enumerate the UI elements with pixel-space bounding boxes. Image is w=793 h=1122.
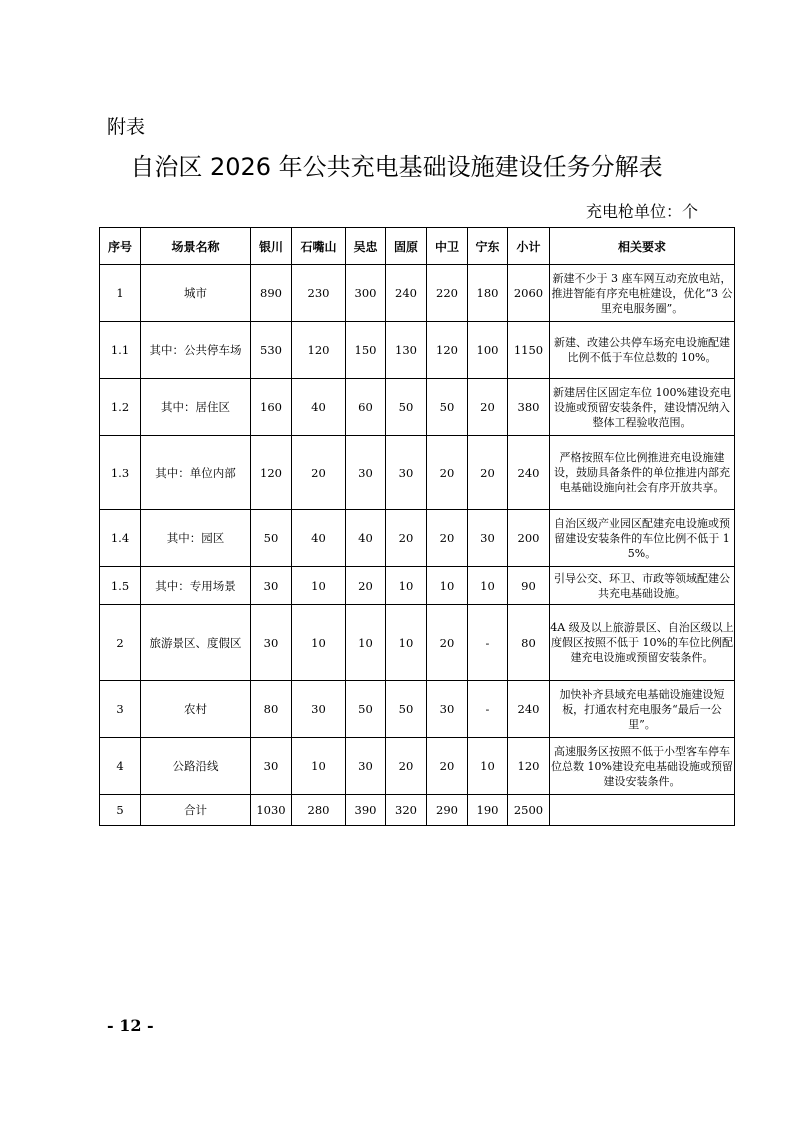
row-shizuishan: 120 bbox=[292, 322, 346, 379]
row-no: 1.1 bbox=[100, 322, 141, 379]
document-title: 自治区 2026 年公共充电基础设施建设任务分解表 bbox=[130, 153, 663, 181]
task-breakdown-table bbox=[99, 227, 735, 826]
row-yinchuan: 30 bbox=[251, 738, 292, 795]
header-shizuishan: 石嘴山 bbox=[292, 228, 346, 265]
table-row bbox=[100, 510, 735, 567]
row-requirement: 新建不少于 3 座车网互动充放电站，推进智能有序充电桩建设，优化“3 公里充电服务圈”。 bbox=[550, 265, 735, 322]
row-guyuan: 50 bbox=[386, 379, 427, 436]
row-subtotal: 2060 bbox=[508, 265, 550, 322]
row-yinchuan: 120 bbox=[251, 436, 292, 510]
row-subtotal: 240 bbox=[508, 436, 550, 510]
row-requirement: 新建居住区固定车位 100%建设充电设施或预留安装条件，建设情况纳入整体工程验收范围。 bbox=[550, 379, 735, 436]
row-wuzhong: 150 bbox=[346, 322, 386, 379]
row-shizuishan: 40 bbox=[292, 379, 346, 436]
row-scene: 公路沿线 bbox=[141, 738, 251, 795]
table-row bbox=[100, 265, 735, 322]
row-guyuan: 130 bbox=[386, 322, 427, 379]
row-shizuishan: 10 bbox=[292, 567, 346, 605]
row-zhongwei: 10 bbox=[427, 567, 468, 605]
row-zhongwei: 290 bbox=[427, 795, 468, 826]
table-row bbox=[100, 379, 735, 436]
row-shizuishan: 10 bbox=[292, 605, 346, 681]
row-wuzhong: 10 bbox=[346, 605, 386, 681]
header-ningdong: 宁东 bbox=[468, 228, 508, 265]
row-no: 1.4 bbox=[100, 510, 141, 567]
row-subtotal: 200 bbox=[508, 510, 550, 567]
table-row bbox=[100, 605, 735, 681]
table-row bbox=[100, 681, 735, 738]
row-zhongwei: 50 bbox=[427, 379, 468, 436]
row-shizuishan: 10 bbox=[292, 738, 346, 795]
unit-note: 充电枪单位：个 bbox=[585, 202, 698, 221]
row-requirement: 自治区级产业园区配建充电设施或预留建设安装条件的车位比例不低于 15%。 bbox=[550, 510, 735, 567]
header-no: 序号 bbox=[100, 228, 141, 265]
row-scene: 其中：专用场景 bbox=[141, 567, 251, 605]
row-wuzhong: 50 bbox=[346, 681, 386, 738]
row-yinchuan: 160 bbox=[251, 379, 292, 436]
row-guyuan: 240 bbox=[386, 265, 427, 322]
row-no: 1 bbox=[100, 265, 141, 322]
row-scene: 其中：公共停车场 bbox=[141, 322, 251, 379]
row-ningdong: 20 bbox=[468, 379, 508, 436]
table-header-row bbox=[100, 228, 735, 265]
row-no: 5 bbox=[100, 795, 141, 826]
row-guyuan: 20 bbox=[386, 510, 427, 567]
table-row bbox=[100, 795, 735, 826]
row-wuzhong: 390 bbox=[346, 795, 386, 826]
row-yinchuan: 50 bbox=[251, 510, 292, 567]
row-zhongwei: 20 bbox=[427, 605, 468, 681]
row-no: 1.3 bbox=[100, 436, 141, 510]
row-scene: 农村 bbox=[141, 681, 251, 738]
page-number: - 12 - bbox=[107, 1016, 154, 1035]
row-wuzhong: 30 bbox=[346, 738, 386, 795]
row-zhongwei: 20 bbox=[427, 738, 468, 795]
header-zhongwei: 中卫 bbox=[427, 228, 468, 265]
row-zhongwei: 30 bbox=[427, 681, 468, 738]
row-wuzhong: 60 bbox=[346, 379, 386, 436]
row-subtotal: 90 bbox=[508, 567, 550, 605]
table-row bbox=[100, 436, 735, 510]
row-yinchuan: 30 bbox=[251, 605, 292, 681]
row-zhongwei: 220 bbox=[427, 265, 468, 322]
row-subtotal: 1150 bbox=[508, 322, 550, 379]
header-requirement: 相关要求 bbox=[550, 228, 735, 265]
row-guyuan: 30 bbox=[386, 436, 427, 510]
appendix-label: 附表 bbox=[107, 116, 146, 138]
row-ningdong: 10 bbox=[468, 567, 508, 605]
row-ningdong: 10 bbox=[468, 738, 508, 795]
row-no: 3 bbox=[100, 681, 141, 738]
header-scene: 场景名称 bbox=[141, 228, 251, 265]
row-scene: 其中：居住区 bbox=[141, 379, 251, 436]
row-shizuishan: 280 bbox=[292, 795, 346, 826]
row-zhongwei: 20 bbox=[427, 436, 468, 510]
row-ningdong: - bbox=[468, 605, 508, 681]
row-guyuan: 10 bbox=[386, 605, 427, 681]
row-yinchuan: 1030 bbox=[251, 795, 292, 826]
row-ningdong: 190 bbox=[468, 795, 508, 826]
table-row bbox=[100, 738, 735, 795]
row-wuzhong: 40 bbox=[346, 510, 386, 567]
row-requirement: 4A 级及以上旅游景区、自治区级以上度假区按照不低于 10%的车位比例配建充电设施或预留安装条件。 bbox=[550, 605, 735, 681]
row-subtotal: 380 bbox=[508, 379, 550, 436]
row-subtotal: 120 bbox=[508, 738, 550, 795]
row-no: 1.2 bbox=[100, 379, 141, 436]
row-shizuishan: 230 bbox=[292, 265, 346, 322]
row-scene: 其中：园区 bbox=[141, 510, 251, 567]
row-scene: 合计 bbox=[141, 795, 251, 826]
row-guyuan: 50 bbox=[386, 681, 427, 738]
row-subtotal: 2500 bbox=[508, 795, 550, 826]
row-shizuishan: 20 bbox=[292, 436, 346, 510]
row-wuzhong: 300 bbox=[346, 265, 386, 322]
row-subtotal: 80 bbox=[508, 605, 550, 681]
row-ningdong: 100 bbox=[468, 322, 508, 379]
row-guyuan: 10 bbox=[386, 567, 427, 605]
row-shizuishan: 40 bbox=[292, 510, 346, 567]
row-yinchuan: 30 bbox=[251, 567, 292, 605]
row-yinchuan: 530 bbox=[251, 322, 292, 379]
row-requirement: 加快补齐县域充电基础设施建设短板，打通农村充电服务“最后一公里”。 bbox=[550, 681, 735, 738]
row-requirement bbox=[550, 795, 735, 826]
row-no: 4 bbox=[100, 738, 141, 795]
row-ningdong: 20 bbox=[468, 436, 508, 510]
row-scene: 旅游景区、度假区 bbox=[141, 605, 251, 681]
row-requirement: 新建、改建公共停车场充电设施配建比例不低于车位总数的 10%。 bbox=[550, 322, 735, 379]
row-requirement: 高速服务区按照不低于小型客车停车位总数 10%建设充电基础设施或预留建设安装条件。 bbox=[550, 738, 735, 795]
row-requirement: 引导公交、环卫、市政等领域配建公共充电基础设施。 bbox=[550, 567, 735, 605]
header-subtotal: 小计 bbox=[508, 228, 550, 265]
header-guyuan: 固原 bbox=[386, 228, 427, 265]
row-ningdong: 180 bbox=[468, 265, 508, 322]
row-scene: 城市 bbox=[141, 265, 251, 322]
row-zhongwei: 120 bbox=[427, 322, 468, 379]
row-yinchuan: 890 bbox=[251, 265, 292, 322]
row-no: 2 bbox=[100, 605, 141, 681]
row-wuzhong: 20 bbox=[346, 567, 386, 605]
row-subtotal: 240 bbox=[508, 681, 550, 738]
table-row bbox=[100, 567, 735, 605]
row-guyuan: 320 bbox=[386, 795, 427, 826]
row-ningdong: - bbox=[468, 681, 508, 738]
row-no: 1.5 bbox=[100, 567, 141, 605]
row-zhongwei: 20 bbox=[427, 510, 468, 567]
row-wuzhong: 30 bbox=[346, 436, 386, 510]
row-scene: 其中：单位内部 bbox=[141, 436, 251, 510]
table-row bbox=[100, 322, 735, 379]
row-yinchuan: 80 bbox=[251, 681, 292, 738]
row-guyuan: 20 bbox=[386, 738, 427, 795]
row-ningdong: 30 bbox=[468, 510, 508, 567]
header-wuzhong: 吴忠 bbox=[346, 228, 386, 265]
row-requirement: 严格按照车位比例推进充电设施建设，鼓励具备条件的单位推进内部充电基础设施向社会有序开放共享。 bbox=[550, 436, 735, 510]
header-yinchuan: 银川 bbox=[251, 228, 292, 265]
row-shizuishan: 30 bbox=[292, 681, 346, 738]
